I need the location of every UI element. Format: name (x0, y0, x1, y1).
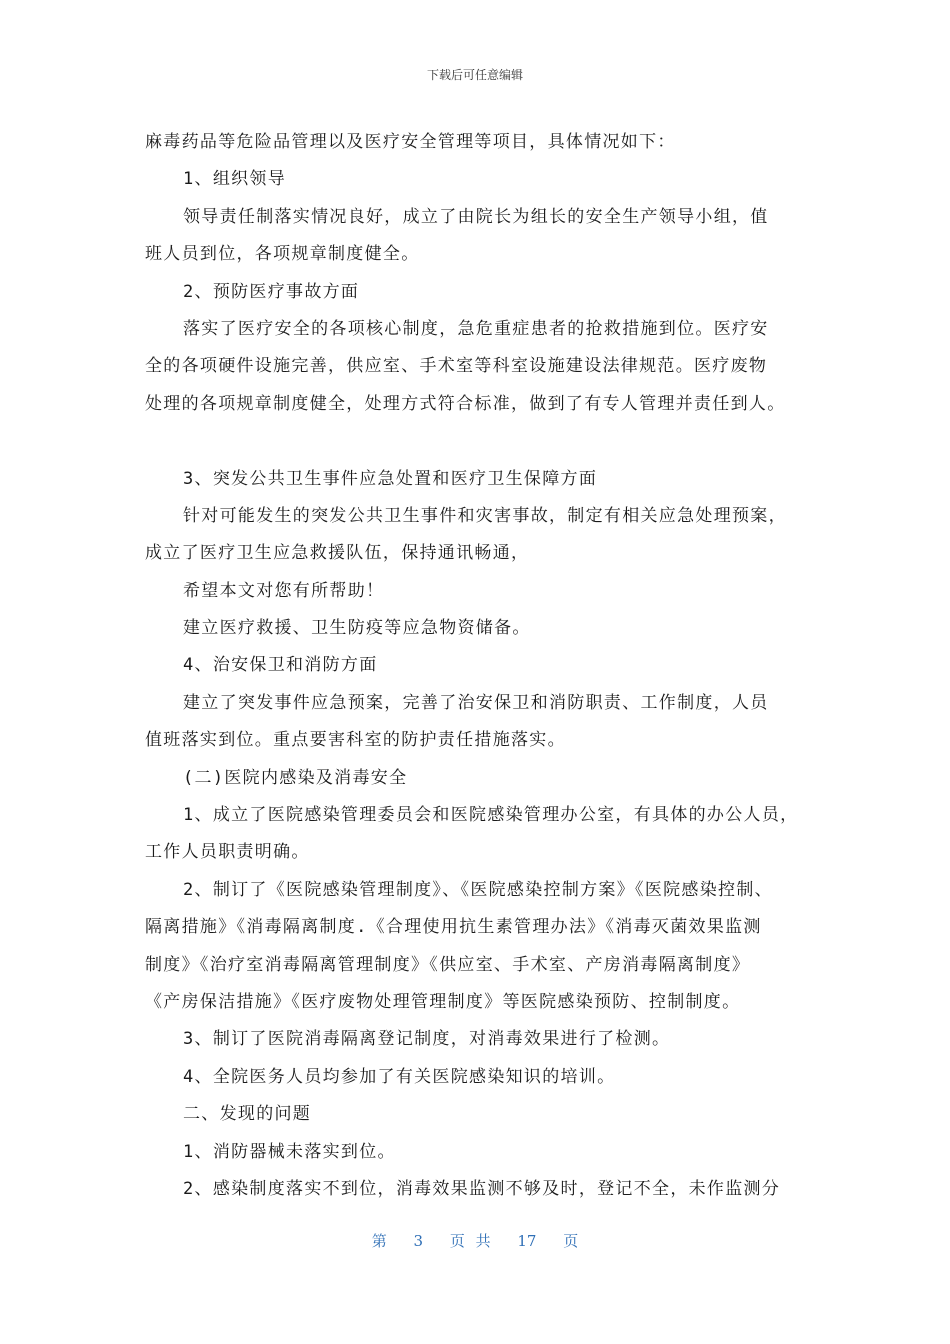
text-line: 建立医疗救援、卫生防疫等应急物资储备。 (183, 618, 531, 639)
blank-line (145, 423, 815, 460)
text-line: 领导责任制落实情况良好，成立了由院长为组长的安全生产领导小组，值 (183, 206, 769, 227)
text-line: 落实了医疗安全的各项核心制度，急危重症患者的抢救措施到位。医疗安 (183, 318, 769, 339)
text-line: 成立了医疗卫生应急救援队伍，保持通讯畅通， (145, 543, 530, 564)
text-line: 隔离措施》《消毒隔离制度.《合理使用抗生素管理办法》《消毒灭菌效果监测 (145, 917, 762, 938)
text-line: 制度》《治疗室消毒隔离管理制度》《供应室、手术室、产房消毒隔离制度》 (145, 954, 751, 975)
text-line: (二)医院内感染及消毒安全 (183, 767, 408, 788)
text-line: 针对可能发生的突发公共卫生事件和灾害事故，制定有相关应急处理预案， (183, 505, 787, 526)
text-line: 3、制订了医院消毒隔离登记制度，对消毒效果进行了检测。 (183, 1029, 671, 1050)
text-line: 麻毒药品等危险品管理以及医疗安全管理等项目，具体情况如下： (145, 132, 676, 152)
footer-total-pages: 17 (517, 1232, 537, 1250)
text-line: 《产房保洁措施》《医疗废物处理管理制度》等医院感染预防、控制制度。 (145, 991, 741, 1012)
text-line: 希望本文对您有所帮助！ (183, 580, 385, 601)
footer-page-number: 3 (413, 1232, 424, 1250)
text-line: 1、成立了医院感染管理委员会和医院感染管理办公室，有具体的办公人员， (183, 805, 799, 826)
text-line: 1、消防器械未落实到位。 (183, 1141, 396, 1162)
text-line: 2、预防医疗事故方面 (183, 281, 360, 302)
document-body (145, 124, 815, 1208)
text-line: 3、突发公共卫生事件应急处置和医疗卫生保障方面 (183, 468, 598, 489)
text-line: 4、治安保卫和消防方面 (183, 655, 378, 676)
footer-prefix: 第 (371, 1232, 387, 1250)
text-line: 班人员到位，各项规章制度健全。 (145, 244, 420, 265)
text-line: 1、组织领导 (183, 169, 287, 190)
text-line: 4、全院医务人员均参加了有关医院感染知识的培训。 (183, 1066, 616, 1087)
text-line: 二、发现的问题 (183, 1104, 312, 1125)
text-line: 2、感染制度落实不到位，消毒效果监测不够及时，登记不全，未作监测分 (183, 1178, 781, 1199)
text-line: 值班落实到位。重点要害科室的防护责任措施落实。 (145, 730, 566, 751)
text-line: 工作人员职责明确。 (145, 842, 310, 863)
text-line: 处理的各项规章制度健全，处理方式符合标准，做到了有专人管理并责任到人。 (145, 393, 786, 414)
text-line: 2、制订了《医院感染管理制度》、《医院感染控制方案》《医院感染控制、 (183, 879, 773, 900)
page-footer (0, 1230, 950, 1251)
footer-suffix: 页 (563, 1232, 579, 1250)
text-line: 全的各项硬件设施完善，供应室、手术室等科室设施建设法律规范。医疗废物 (145, 356, 768, 377)
page-header: 下载后可任意编辑 (426, 68, 523, 82)
text-line: 建立了突发事件应急预案，完善了治安保卫和消防职责、工作制度，人员 (183, 692, 769, 713)
footer-middle: 页 共 (449, 1232, 491, 1250)
